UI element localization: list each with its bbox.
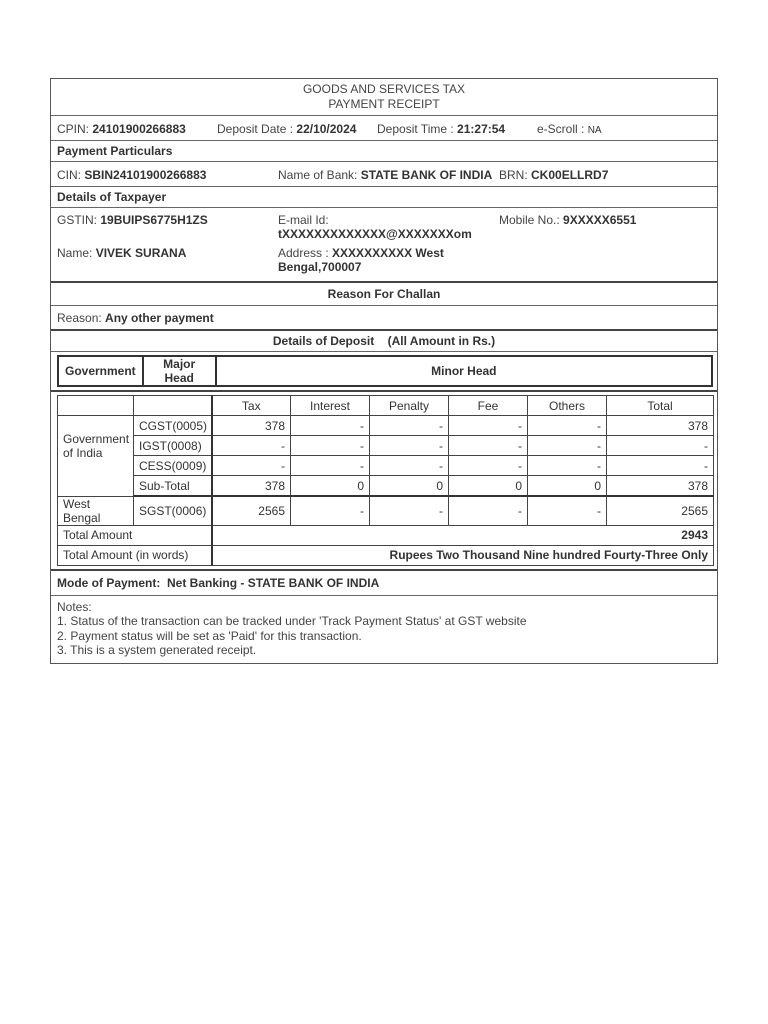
reason-row bbox=[51, 306, 717, 331]
brn-label: BRN: bbox=[499, 167, 528, 182]
taxpayer-details bbox=[51, 208, 717, 283]
note-line: 3. This is a system generated receipt. bbox=[57, 643, 257, 657]
amount-cell: - bbox=[370, 456, 449, 476]
email-value: tXXXXXXXXXXXXX@XXXXXXXom bbox=[278, 227, 472, 241]
amount-cell: 378 bbox=[212, 476, 291, 497]
payment-particulars-heading: Payment Particulars bbox=[51, 141, 717, 162]
empty-header-cell bbox=[134, 396, 212, 416]
amount-cell: - bbox=[370, 496, 449, 525]
mobile-value: 9XXXXX6551 bbox=[563, 213, 637, 227]
taxpayer-heading: Details of Taxpayer bbox=[51, 187, 717, 208]
mobile-label: Mobile No.: bbox=[499, 213, 560, 227]
sub-total-row bbox=[58, 476, 714, 497]
col-government: Government bbox=[58, 356, 143, 386]
gstin-field bbox=[57, 213, 278, 241]
amount-cell: - bbox=[607, 436, 714, 456]
deposit-date-value: 22/10/2024 bbox=[296, 121, 357, 136]
cin-field bbox=[57, 168, 278, 182]
amount-cell: 0 bbox=[449, 476, 528, 497]
bank-field bbox=[278, 168, 499, 182]
escroll-value: NA bbox=[587, 124, 602, 136]
gstin-value: 19BUIPS6775H1ZS bbox=[100, 213, 208, 227]
header-interest: Interest bbox=[291, 396, 370, 416]
table-row bbox=[58, 456, 714, 476]
cpin-value: 24101900266883 bbox=[92, 121, 186, 136]
amount-cell: - bbox=[291, 496, 370, 525]
deposit-time-field bbox=[377, 122, 537, 136]
sub-total-label: Sub-Total bbox=[134, 476, 212, 497]
total-words-label: Total Amount (in words) bbox=[58, 545, 212, 565]
address-line-1: XXXXXXXXXX West bbox=[332, 246, 444, 260]
deposit-heading-title: Details of Deposit bbox=[272, 334, 375, 348]
table-row bbox=[58, 496, 714, 525]
title-line-2: PAYMENT RECEIPT bbox=[328, 97, 440, 111]
deposit-amount-section bbox=[51, 395, 717, 571]
receipt-title bbox=[51, 79, 717, 116]
amount-cell: - bbox=[291, 436, 370, 456]
mode-value: Net Banking - STATE BANK OF INDIA bbox=[167, 575, 380, 590]
amount-cell: - bbox=[291, 416, 370, 436]
major-head-cell: CESS(0009) bbox=[134, 456, 212, 476]
bank-label: Name of Bank: bbox=[278, 167, 358, 182]
amount-cell: 2565 bbox=[607, 496, 714, 525]
empty-header-cell bbox=[58, 396, 134, 416]
amount-cell: - bbox=[212, 436, 291, 456]
name-field bbox=[57, 246, 278, 274]
major-head-cell: IGST(0008) bbox=[134, 436, 212, 456]
cpin-field bbox=[57, 122, 217, 136]
notes-heading: Notes: bbox=[57, 599, 92, 614]
deposit-header-table bbox=[57, 355, 713, 387]
total-words-value: Rupees Two Thousand Nine hundred Fourty-Three Only bbox=[212, 545, 714, 565]
header-tax: Tax bbox=[212, 396, 291, 416]
amount-cell: - bbox=[528, 416, 607, 436]
col-minor-head: Minor Head bbox=[216, 356, 712, 386]
address-line-2: Bengal,700007 bbox=[278, 260, 362, 274]
amount-cell: - bbox=[370, 436, 449, 456]
government-of-india-cell: Government of India bbox=[58, 416, 134, 497]
deposit-header-row bbox=[51, 355, 717, 392]
major-head-cell: SGST(0006) bbox=[134, 496, 212, 525]
brn-field bbox=[499, 168, 608, 182]
email-label: E-mail Id: bbox=[278, 213, 329, 227]
name-value: VIVEK SURANA bbox=[95, 246, 187, 260]
amount-cell: 378 bbox=[607, 416, 714, 436]
deposit-time-value: 21:27:54 bbox=[457, 121, 506, 136]
total-amount-value: 2943 bbox=[212, 525, 714, 545]
amount-cell: - bbox=[528, 436, 607, 456]
total-words-row bbox=[58, 545, 714, 565]
table-row bbox=[58, 436, 714, 456]
header-others: Others bbox=[528, 396, 607, 416]
cpin-row bbox=[51, 116, 717, 141]
deposit-heading-note: (All Amount in Rs.) bbox=[387, 334, 496, 348]
amount-cell: 0 bbox=[528, 476, 607, 497]
gstin-label: GSTIN: bbox=[57, 213, 98, 227]
address-label: Address : bbox=[278, 246, 329, 260]
cin-label: CIN: bbox=[57, 167, 81, 182]
note-line: 1. Status of the transaction can be tracked under 'Track Payment Status' at GST website bbox=[57, 614, 527, 628]
header-total: Total bbox=[607, 396, 714, 416]
challan-heading: Reason For Challan bbox=[51, 283, 717, 306]
col-major-head: Major Head bbox=[143, 356, 216, 386]
amount-cell: - bbox=[370, 416, 449, 436]
reason-value: Any other payment bbox=[105, 311, 214, 325]
amount-cell: - bbox=[528, 496, 607, 525]
amount-cell: - bbox=[528, 456, 607, 476]
bank-value: STATE BANK OF INDIA bbox=[360, 167, 493, 182]
payment-particulars-row bbox=[51, 162, 717, 187]
amount-cell: - bbox=[449, 436, 528, 456]
total-amount-row bbox=[58, 525, 714, 545]
title-line-1: GOODS AND SERVICES TAX bbox=[302, 82, 466, 96]
amount-cell: - bbox=[449, 456, 528, 476]
west-bengal-cell: West Bengal bbox=[58, 496, 134, 525]
cpin-label: CPIN: bbox=[57, 121, 90, 136]
brn-value: CK00ELLRD7 bbox=[531, 167, 609, 182]
minor-head-header-row bbox=[58, 396, 714, 416]
amount-cell: 0 bbox=[370, 476, 449, 497]
mobile-field bbox=[499, 213, 636, 241]
cin-value: SBIN24101900266883 bbox=[84, 167, 207, 182]
notes bbox=[51, 596, 717, 663]
deposit-heading bbox=[51, 331, 717, 352]
header-penalty: Penalty bbox=[370, 396, 449, 416]
deposit-date-field bbox=[217, 122, 377, 136]
amount-cell: - bbox=[607, 456, 714, 476]
deposit-date-label: Deposit Date : bbox=[217, 121, 294, 136]
escroll-label: e-Scroll : bbox=[537, 121, 585, 136]
mode-of-payment-row bbox=[51, 571, 717, 596]
amount-cell: 378 bbox=[212, 416, 291, 436]
payment-receipt bbox=[50, 78, 718, 664]
reason-label: Reason: bbox=[57, 311, 102, 325]
note-line: 2. Payment status will be set as 'Paid' for this transaction. bbox=[57, 628, 362, 643]
table-row bbox=[58, 416, 714, 436]
mode-label: Mode of Payment: bbox=[57, 575, 161, 590]
header-fee: Fee bbox=[449, 396, 528, 416]
amount-cell: 0 bbox=[291, 476, 370, 497]
escroll-field bbox=[537, 122, 602, 136]
amount-cell: - bbox=[212, 456, 291, 476]
address-field bbox=[278, 246, 444, 274]
amount-cell: - bbox=[291, 456, 370, 476]
amount-cell: - bbox=[449, 496, 528, 525]
amount-cell: 378 bbox=[607, 476, 714, 497]
deposit-time-label: Deposit Time : bbox=[377, 121, 454, 136]
total-amount-label: Total Amount bbox=[58, 525, 212, 545]
amount-cell: 2565 bbox=[212, 496, 291, 525]
amount-cell: - bbox=[449, 416, 528, 436]
email-field bbox=[278, 213, 499, 241]
name-label: Name: bbox=[57, 246, 93, 260]
deposit-amount-table bbox=[57, 395, 714, 566]
major-head-cell: CGST(0005) bbox=[134, 416, 212, 436]
